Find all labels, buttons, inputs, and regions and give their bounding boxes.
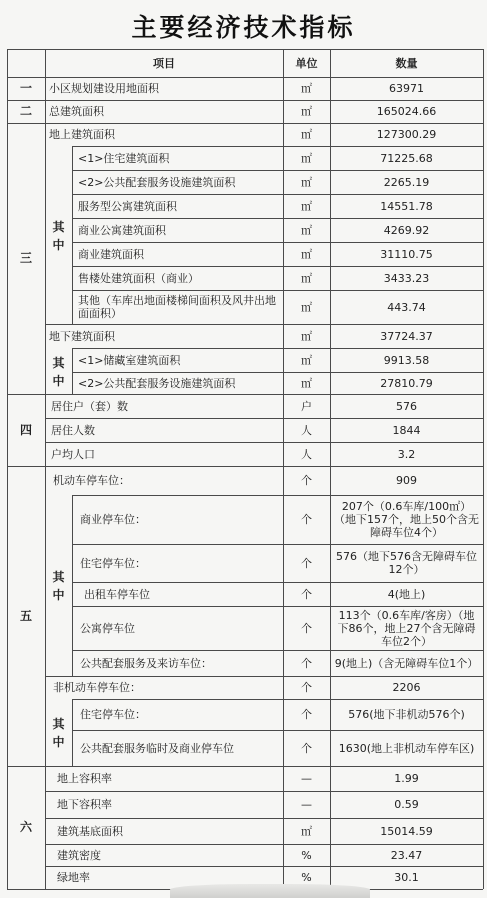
page-title: 主要经济技术指标 xyxy=(131,13,356,42)
section-3: 三 xyxy=(19,251,32,265)
row-r13-value: 23.47 xyxy=(390,848,423,862)
row-r8a-value: 207个（0.6车库/100㎡）（地下157个，地上50个含无障碍车位4个） xyxy=(334,500,479,539)
row-r9b-value: 1630(地上非机动车停车区) xyxy=(338,741,475,755)
section-2: 二 xyxy=(19,104,32,118)
row-r8b-unit: 个 xyxy=(301,556,312,570)
row-r9b-name: 公共配套服务临时及商业停车位 xyxy=(80,741,234,755)
row-r13-unit: % xyxy=(301,848,312,862)
row-r11-name: 地下容积率 xyxy=(57,798,112,811)
row-r8d-name: 公寓停车位 xyxy=(80,621,135,635)
row-r8c-name: 出租车停车位 xyxy=(84,587,150,601)
row-r9a-name: 住宅停车位： xyxy=(80,708,146,721)
row-r8d-value: 113个（0.6车库/客房）（地下86个，地上27个含无障碍车位2个） xyxy=(337,608,476,648)
row-r9-value: 2206 xyxy=(392,681,421,694)
row-r8b-name: 住宅停车位： xyxy=(80,556,146,570)
qizhong-qi-2: 其 xyxy=(52,570,65,584)
row-r8b-value: 576（地下576含无障碍车位12个） xyxy=(336,550,477,576)
row-r11-value: 0.59 xyxy=(394,798,419,811)
row-r3d-value: 4269.92 xyxy=(383,223,430,237)
row-r12-unit: ㎡ xyxy=(301,824,312,838)
row-r7-value: 3.2 xyxy=(397,447,416,461)
row-r8-value: 909 xyxy=(396,474,417,487)
row-r7-name: 户均人口 xyxy=(51,447,95,461)
row-r10-unit: — xyxy=(301,772,312,785)
row-r11-unit: — xyxy=(301,798,312,811)
row-r3c-name: 服务型公寓建筑面积 xyxy=(78,199,177,213)
row-r1-unit: ㎡ xyxy=(301,82,312,95)
row-r3e-value: 31110.75 xyxy=(380,247,433,261)
row-r3d-unit: ㎡ xyxy=(301,223,312,237)
qizhong-zhong-3: 中 xyxy=(52,735,65,749)
grid-line-v xyxy=(72,495,73,676)
qizhong-zhong-1: 中 xyxy=(52,373,65,388)
row-r1-name: 小区规划建设用地面积 xyxy=(49,82,159,95)
row-r3e-unit: ㎡ xyxy=(301,247,312,261)
row-r8c-value: 4(地上) xyxy=(387,587,426,601)
row-r2-unit: ㎡ xyxy=(301,105,312,118)
row-r4-name: 地下建筑面积 xyxy=(49,329,115,343)
row-r3-name: 地上建筑面积 xyxy=(49,128,115,141)
section-6: 六 xyxy=(19,820,32,834)
section-5: 五 xyxy=(19,608,32,623)
row-r4a-value: 9913.58 xyxy=(383,353,430,367)
row-r4-value: 37724.37 xyxy=(380,329,433,343)
row-r3b-value: 2265.19 xyxy=(383,175,430,189)
grid-line-v xyxy=(483,49,484,889)
row-r12-value: 15014.59 xyxy=(380,824,433,838)
row-r8a-unit: 个 xyxy=(301,513,312,526)
row-r3a-value: 71225.68 xyxy=(380,151,433,165)
qizhong-qi-0: 其 xyxy=(52,219,65,234)
row-r8d-unit: 个 xyxy=(301,621,312,635)
row-r7-unit: 人 xyxy=(301,447,312,461)
row-r8-unit: 个 xyxy=(301,474,312,487)
row-r3a-unit: ㎡ xyxy=(301,151,312,165)
row-r8c-unit: 个 xyxy=(301,587,312,601)
row-r5-unit: 户 xyxy=(301,399,312,413)
row-r3g-value: 443.74 xyxy=(387,300,426,314)
row-r2-name: 总建筑面积 xyxy=(49,105,104,118)
row-r8e-name: 公共配套服务及来访车位： xyxy=(80,656,212,670)
row-r8-name: 机动车停车位： xyxy=(53,474,130,487)
row-r8e-unit: 个 xyxy=(301,656,312,670)
row-r9-name: 非机动车停车位： xyxy=(53,681,141,694)
section-1: 一 xyxy=(19,81,32,95)
row-r14-unit: % xyxy=(301,871,312,884)
grid-line-v xyxy=(330,49,331,889)
row-r3d-name: 商业公寓建筑面积 xyxy=(78,223,166,237)
row-r9b-unit: 个 xyxy=(301,741,312,755)
row-r4b-unit: ㎡ xyxy=(301,376,312,390)
row-r9a-value: 576(地下非机动576个) xyxy=(348,708,465,721)
row-r8e-value: 9(地上)（含无障碍车位1个） xyxy=(334,656,479,670)
row-r5-name: 居住户（套）数 xyxy=(51,399,128,413)
row-r6-unit: 人 xyxy=(301,423,312,437)
row-r9-unit: 个 xyxy=(301,681,312,694)
row-r3g-name: 其他（车库出地面楼梯间面积及风井出地面面积） xyxy=(78,294,276,320)
qizhong-qi-3: 其 xyxy=(52,717,65,731)
row-r8a-name: 商业停车位： xyxy=(80,513,146,526)
grid-line-v xyxy=(72,146,73,324)
grid-line-v xyxy=(45,49,46,889)
row-r3e-name: 商业建筑面积 xyxy=(78,247,144,261)
row-r12-name: 建筑基底面积 xyxy=(57,824,123,838)
row-r3g-unit: ㎡ xyxy=(301,300,312,314)
row-r1-value: 63971 xyxy=(389,82,424,95)
row-r13-name: 建筑密度 xyxy=(57,848,101,862)
row-r3f-unit: ㎡ xyxy=(301,271,312,285)
row-r3c-value: 14551.78 xyxy=(380,199,433,213)
row-r3-value: 127300.29 xyxy=(376,128,437,141)
row-r10-name: 地上容积率 xyxy=(57,772,112,785)
row-r4b-value: 27810.79 xyxy=(380,376,433,390)
section-4: 四 xyxy=(19,422,32,437)
header-qty: 数量 xyxy=(395,56,418,70)
row-r3f-value: 3433.23 xyxy=(383,271,430,285)
row-r4-unit: ㎡ xyxy=(301,329,312,343)
row-r4b-name: <2>公共配套服务设施建筑面积 xyxy=(78,376,236,390)
row-r14-name: 绿地率 xyxy=(57,871,90,884)
row-r3f-name: 售楼处建筑面积（商业） xyxy=(78,271,199,285)
row-r4a-unit: ㎡ xyxy=(301,353,312,367)
row-r3a-name: <1>住宅建筑面积 xyxy=(78,151,170,165)
grid-line-v xyxy=(72,699,73,766)
qizhong-zhong-2: 中 xyxy=(52,588,65,602)
row-r14-value: 30.1 xyxy=(394,871,419,884)
photo-shadow xyxy=(170,884,370,898)
row-r3c-unit: ㎡ xyxy=(301,199,312,213)
row-r5-value: 576 xyxy=(396,399,417,413)
header-item: 项目 xyxy=(153,56,175,70)
row-r3b-name: <2>公共配套服务设施建筑面积 xyxy=(78,175,236,189)
row-r3-unit: ㎡ xyxy=(301,128,312,141)
grid-line-v xyxy=(72,348,73,394)
header-unit: 单位 xyxy=(295,56,318,70)
row-r6-name: 居住人数 xyxy=(51,423,95,437)
row-r3b-unit: ㎡ xyxy=(301,175,312,189)
row-r9a-unit: 个 xyxy=(301,708,312,721)
row-r2-value: 165024.66 xyxy=(376,105,437,118)
qizhong-qi-1: 其 xyxy=(52,355,65,370)
row-r10-value: 1.99 xyxy=(394,772,419,785)
qizhong-zhong-0: 中 xyxy=(52,237,65,252)
row-r6-value: 1844 xyxy=(392,423,421,437)
row-r4a-name: <1>储藏室建筑面积 xyxy=(78,353,181,367)
